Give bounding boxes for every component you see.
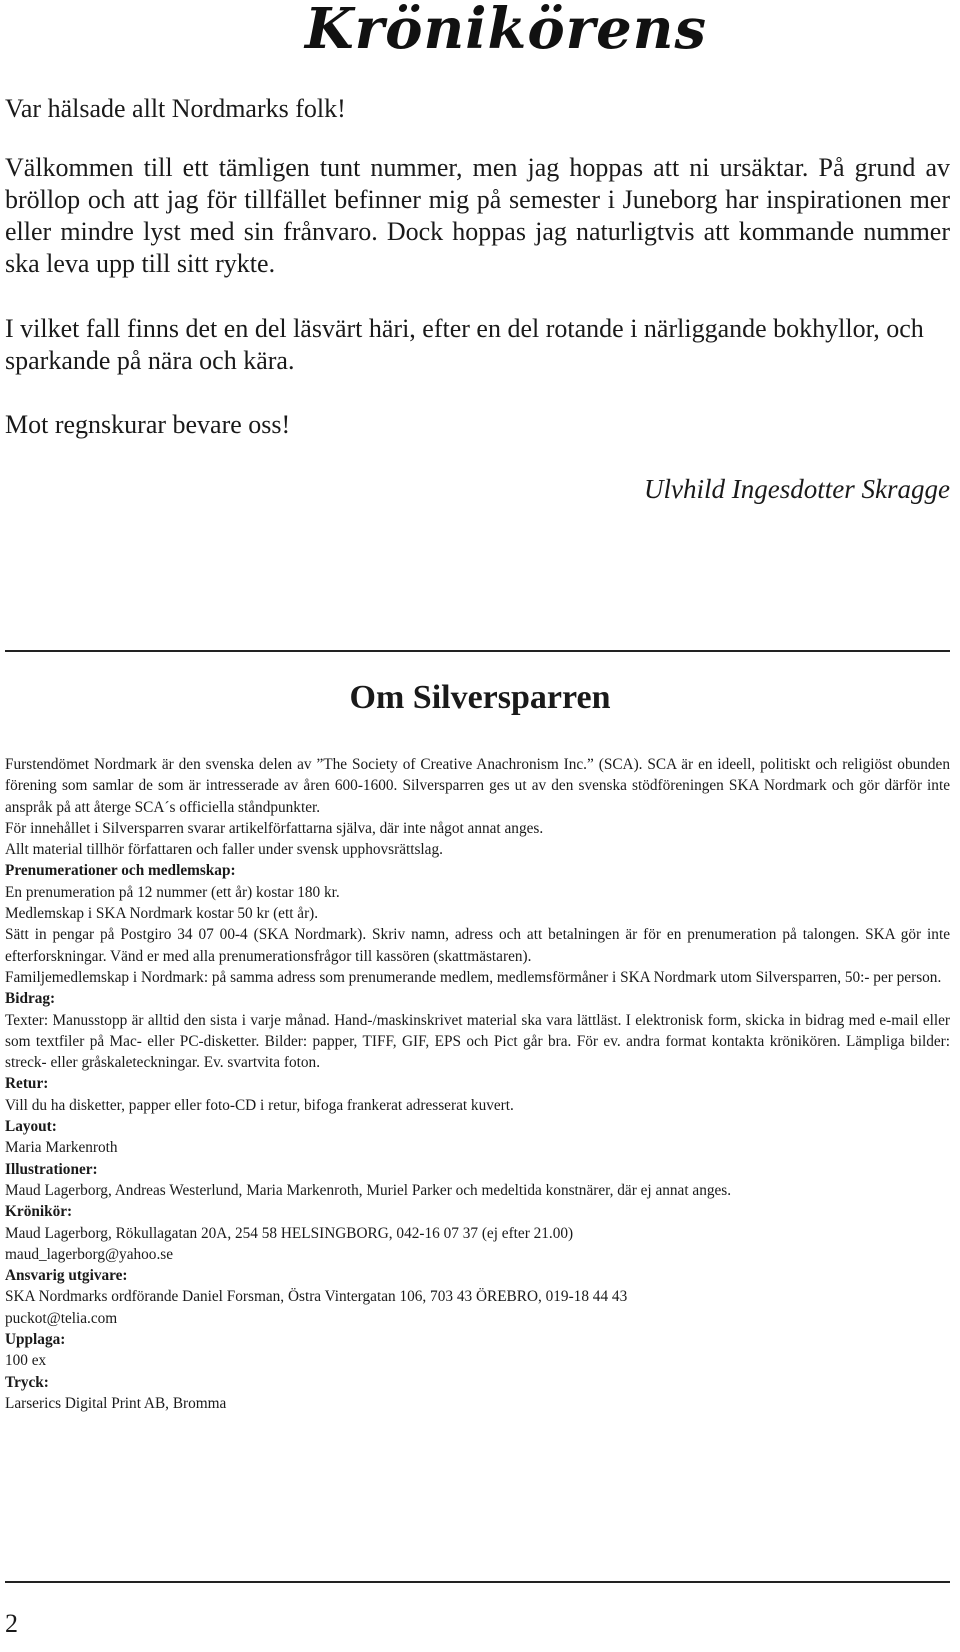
print-text: Larserics Digital Print AB, Bromma [5, 1394, 227, 1412]
publisher-heading: Ansvarig utgivare: [5, 1267, 128, 1285]
membership-price: Medlemskap i SKA Nordmark kostar 50 kr (ett år). [5, 905, 319, 923]
subscription-heading: Prenumerationer och medlemskap: [5, 862, 236, 880]
section-title: Om Silversparren [349, 679, 611, 716]
about-paragraph: Furstendömet Nordmark är den svenska delen av ”The Society of Creative Anachronism Inc.” (SCA). SCA är en ideell, politiskt och religiöst obunden förening som samlar de som är intresserade av åren 600-1600. Silversparren ges ut av den svenska stödföreningen SKA Nordmark och gör därför inte anspråk på att återge SCA´s officiella ståndpunkter. [5, 756, 950, 816]
chronicler-text: Maud Lagerborg, Rökullagatan 20A, 254 58 HELSINGBORG, 042-16 07 37 (ej efter 21.00) [5, 1224, 574, 1242]
page-number: 2 [5, 1609, 18, 1638]
copyright-note: Allt material tillhör författaren och faller under svensk upphovsrättslag. [5, 841, 443, 859]
publisher-text: SKA Nordmarks ordförande Daniel Forsman, Östra Vintergatan 106, 703 43 ÖREBRO, 019-18 44 43 [5, 1288, 628, 1306]
intro-paragraph-3: Mot regnskurar bevare oss! [5, 410, 291, 439]
publisher-email: puckot@telia.com [5, 1309, 118, 1327]
layout-text: Maria Markenroth [5, 1139, 118, 1157]
family-membership: Familjemedlemskap i Nordmark: på samma adress som prenumerande medlem, medlemsförmåner i SKA Nordmark utom Silversparren, 50:- per person. [5, 968, 942, 986]
content-note: För innehållet i Silversparren svarar artikelförfattarna själva, där inte något annat anges. [5, 819, 544, 837]
return-heading: Retur: [5, 1075, 49, 1093]
chronicler-heading: Krönikör: [5, 1203, 73, 1221]
subscription-price: En prenumeration på 12 nummer (ett år) kostar 180 kr. [5, 883, 340, 901]
return-text: Vill du ha disketter, papper eller foto-CD i retur, bifoga frankerat adresserat kuvert. [5, 1096, 514, 1114]
chronicler-email: maud_lagerborg@yahoo.se [5, 1245, 174, 1263]
footer-divider [5, 1581, 950, 1583]
payment-info: Sätt in pengar på Postgiro 34 07 00-4 (SKA Nordmark). Skriv namn, adress och att betalningen är för en prenumeration på talongen. SKA gör inte efterforskningar. Vänd er med alla prenumerationsfrågor till kassören (skattmästaren). [5, 926, 950, 965]
section-divider [5, 650, 950, 652]
edition-text: 100 ex [5, 1352, 47, 1370]
print-heading: Tryck: [5, 1373, 49, 1391]
contributions-heading: Bidrag: [5, 990, 56, 1008]
signature: Ulvhild Ingesdotter Skragge [644, 474, 950, 504]
greeting: Var hälsade allt Nordmarks folk! [5, 94, 346, 123]
layout-heading: Layout: [5, 1118, 57, 1136]
masthead-title: Krönikörens [305, 0, 708, 62]
intro-paragraph-1: Välkommen till ett tämligen tunt nummer, men jag hoppas att ni ursäktar. På grund av bröllop och att jag för tillfället befinner mig på semester i Juneborg har inspirationen mer eller mindre lyst med sin frånvaro. Dock hoppas jag naturligtvis att kommande nummer ska leva upp till sitt rykte. [5, 153, 950, 278]
intro-paragraph-2: I vilket fall finns det en del läsvärt häri, efter en del rotande i närliggande bokhyllor, och sparkande på nära och kära. [5, 314, 924, 375]
info-block [5, 754, 950, 1414]
illustrations-heading: Illustrationer: [5, 1160, 98, 1178]
illustrations-text: Maud Lagerborg, Andreas Westerlund, Maria Markenroth, Muriel Parker och medeltida konstnärer, där ej annat anges. [5, 1181, 732, 1199]
contributions-text: Texter: Manusstopp är alltid den sista i varje månad. Hand-/maskinskrivet material ska vara lättläst. I elektronisk form, skicka in bidrag med e-mail eller som textfiler på Mac- eller PC-disketter. Bilder: papper, TIFF, GIF, EPS och Pict går bra. För ev. andra format kontakta krönikören. Lämpliga bilder: streck- eller gråskaleteckningar. Ev. svartvita foton. [5, 1011, 950, 1072]
edition-heading: Upplaga: [5, 1331, 66, 1349]
